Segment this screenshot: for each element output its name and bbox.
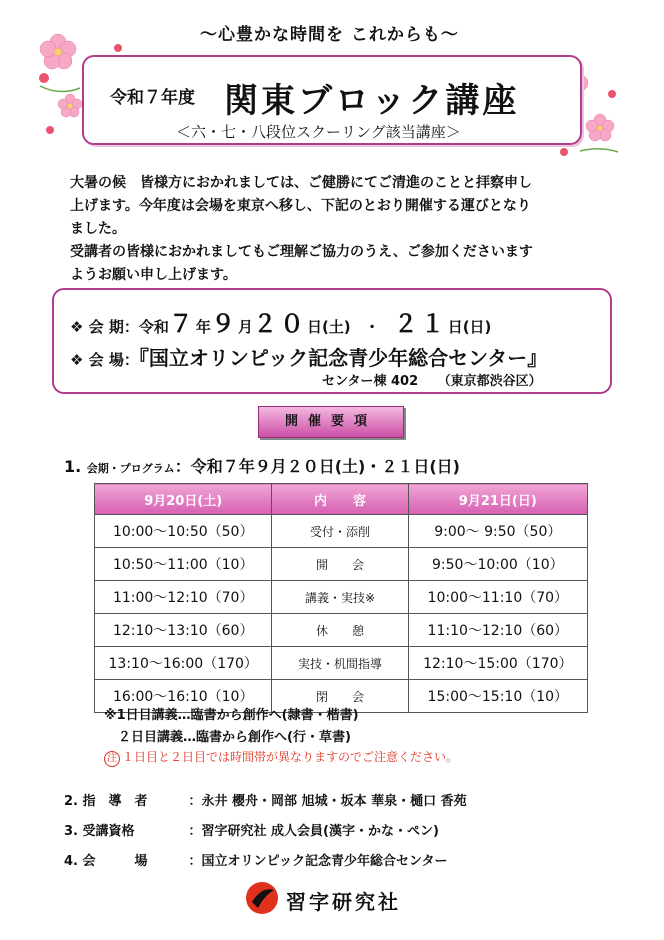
note-day1: ※1日目講義…臨書から創作へ(隷書・楷書) [104,708,359,723]
list-item-instructors [64,790,467,809]
warning-mark: 注 [104,751,120,767]
table-cell: 実技・机間指導 [272,647,408,680]
table-cell: 12:10～15:00（170） [408,647,587,680]
section-1-heading [64,454,460,477]
period-line [70,304,491,339]
period-day2-num: ２１ [393,310,448,338]
list-item-eligibility [64,820,439,839]
table-cell: 9:50～10:00（10） [408,548,587,581]
table-cell: 16:00～16:10（10） [95,680,272,713]
period-day1-num: ２０ [252,310,307,338]
section-1-text: ：令和７年９月２０日(土)・２１日(日) [174,457,460,476]
warning-note [104,748,458,767]
period-day2: 日(日) [447,318,492,336]
period-nen: 年 [195,318,211,336]
list-label: 受講資格 [82,824,135,839]
table-cell: 15:00～15:10（10） [408,680,587,713]
table-cell: 13:10～16:00（170） [95,647,272,680]
list-value: ：永井 櫻舟・岡部 旭城・坂本 華泉・樋口 香苑 [188,794,467,809]
table-row [95,548,588,581]
table-cell: 休 憩 [272,614,408,647]
venue-detail: センター棟 402 （東京都渋谷区） [322,374,542,389]
table-row [95,614,588,647]
table-cell: 受付・添削 [272,515,408,548]
period-reiwa: 令和 [138,318,169,336]
table-row [95,647,588,680]
table-row [95,515,588,548]
table-cell: 10:00～10:50（50） [95,515,272,548]
intro-line: 大暑の候 皆様方におかれましては、ご健勝にてご清進のことと拝察申し [70,175,532,191]
list-value: ：国立オリンピック記念青少年総合センター [188,854,448,869]
intro-text [70,172,600,287]
period-label: ❖ 会 期： [70,318,139,336]
venue-line [70,342,547,371]
info-box [52,288,612,394]
table-cell: 12:10～13:10（60） [95,614,272,647]
table-header: 9月20日(土) [95,484,272,515]
table-cell: 10:00～11:10（70） [408,581,587,614]
period-month: ９ [210,310,238,338]
intro-line: ようお願い申し上げます。 [70,267,237,283]
venue-name: 『国立オリンピック記念青少年総合センター』 [138,346,548,370]
period-sep: ・ [364,318,380,336]
intro-line: 上げます。今年度は会場を東京へ移し、下記のとおり開催する運びとなり [70,198,531,214]
table-cell: 11:00～12:10（70） [95,581,272,614]
period-day1: 日(土) [306,318,351,336]
logo-text: 習字研究社 [286,890,401,914]
warning-text: １日目と２日目では時間帯が異なりますのでご注意ください。 [122,750,459,764]
intro-line: 受講者の皆様におかれましてもご理解ご協力のうえ、ご参加くださいます [70,244,533,260]
list-item-venue [64,850,447,869]
table-cell: 10:50～11:00（10） [95,548,272,581]
section-1-num: 1. [64,457,82,476]
list-num: 4. [64,854,78,869]
list-label: 指 導 者 [82,794,148,809]
period-gatsu: 月 [237,318,253,336]
title-year: 令和７年度 [110,88,195,108]
table-header-row [95,484,588,515]
page-title: 関東ブロック講座 [224,81,520,121]
table-cell: 11:10～12:10（60） [408,614,587,647]
schedule-table [94,483,588,713]
section-badge: 開催要項 [258,406,404,438]
table-cell: 講義・実技※ [272,581,408,614]
intro-line: ました。 [70,221,126,237]
title-subtitle: ＜六・七・八段位スクーリング該当講座＞ [176,123,461,141]
list-label: 会 場 [82,854,148,869]
table-header: 内 容 [272,484,408,515]
list-value: ：習字研究社 成人会員(漢字・かな・ペン) [188,824,439,839]
table-row [95,581,588,614]
list-num: 3. [64,824,78,839]
title-box [82,55,582,145]
period-year: ７ [168,310,196,338]
note-day2: ２日目講義…臨書から創作へ(行・草書) [118,730,351,745]
list-num: 2. [64,794,78,809]
section-1-label: 会期・プログラム [86,462,175,475]
table-cell: 開 会 [272,548,408,581]
table-header: 9月21日(日) [408,484,587,515]
table-cell: 閉 会 [272,680,408,713]
table-cell: 9:00～ 9:50（50） [408,515,587,548]
venue-label: ❖ 会 場： [70,351,139,369]
tagline: ～心豊かな時間を これからも～ [200,25,459,45]
logo-mark-icon [244,880,280,916]
